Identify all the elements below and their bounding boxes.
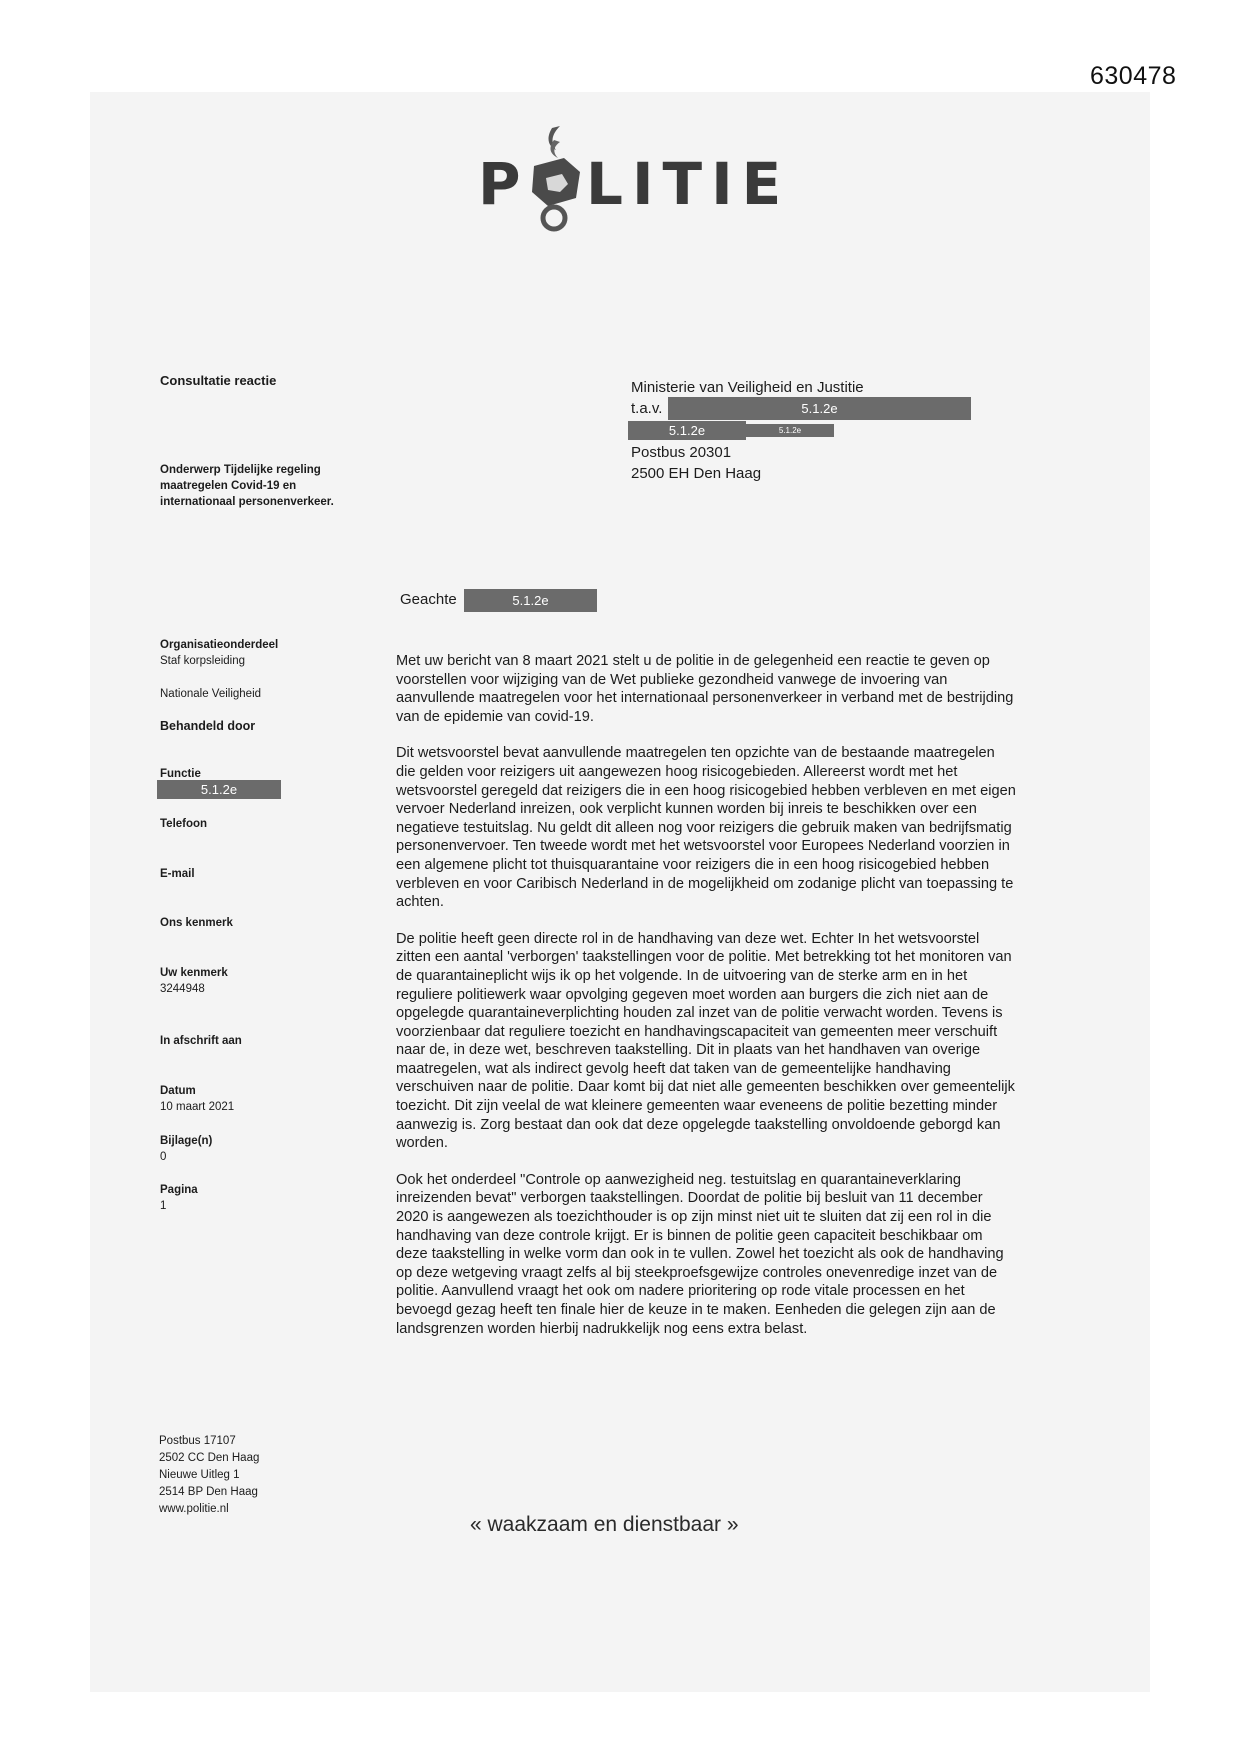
letter-body [396,652,1016,1356]
paragraph-4: Ook het onderdeel "Controle op aanwezigheid neg. testuitslag en quarantaineverklaring inreizenden bevat" verborgen taakstellingen. Doordat de politie bij besluit van 11 december 2020 is aangewezen als toezichthouder is op zijn minst niet uit te sluiten dat zij een rol in die handhaving van deze controle krijgt. Er is binnen de politie geen capaciteit beschikbaar om deze taakstelling in welke vorm dan ook in te vullen. Zowel het toezicht als ook de handhaving op deze wetgeving vraagt zelfs al bij steekproefsgewijze controles onevenredige inzet van de politie. Aanvullend vraagt het ook om nadere prioritering op rode vitale processen en het bevoegd gezag heeft ten finale hier de keuze in te maken. Eenheden die gelegen zijn aan de landsgrenzen worden hierbij nadrukkelijk nog eens extra belast. [396,1171,1004,1337]
footer-line: 2502 CC Den Haag [159,1452,260,1464]
footer-line: Nieuwe Uitleg 1 [159,1469,240,1481]
address-ministry: Ministerie van Veiligheid en Justitie [631,379,864,396]
uw-kenmerk-block [160,965,360,997]
uw-kenmerk-value: 3244948 [160,983,205,995]
pagina-value: 1 [160,1200,167,1212]
footer-website[interactable]: www.politie.nl [159,1503,229,1515]
footer-address [159,1433,259,1518]
bijlage-label: Bijlage(n) [160,1135,213,1147]
address-city: 2500 EH Den Haag [631,465,762,482]
pagina-block [160,1182,360,1214]
datum-label: Datum [160,1085,196,1097]
bijlage-block [160,1133,360,1165]
document-number: 630478 [1090,62,1177,90]
motto: « waakzaam en dienstbaar » [470,1513,739,1536]
address-tav: t.a.v. [631,400,663,417]
addressee-redaction: 5.1.2e [668,397,971,420]
consultatie-label: Consultatie reactie [160,373,277,388]
addressee-redaction-2: 5.1.2e [628,421,746,440]
telefoon-label: Telefoon [160,818,208,830]
uw-kenmerk-label: Uw kenmerk [160,967,228,979]
ons-kenmerk-label: Ons kenmerk [160,917,233,929]
email-label: E-mail [160,868,195,880]
paragraph-3: De politie heeft geen directe rol in de handhaving van deze wet. Echter In het wetsvoorstel zitten een aantal 'verborgen' taakstellingen voor de politie. Met betrekking tot het monitoren van de quarantaineplicht wijs ik op het volgende. In de uitvoering van de sterke arm en in het reguliere politiewerk waar opvolging gegeven moet worden aan burgers die zich niet aan de opgelegde quarantaineverplichting houden zal inzet van de politie verwacht worden. Tevens is voorzienbaar dat reguliere toezicht en handhavingscapaciteit van gemeenten meer verschuift naar de, in deze wet, beschreven taakstelling. Dit in plaats van het handhaven van overige maatregelen, wat als indirect gevolg heeft dat taken van de gemeentelijke handhaving verschuiven naar de politie. Daar komt bij dat niet alle gemeenten beschikken over gemeentelijk toezicht. Dit zijn veelal de wat kleinere gemeenten waar eveneens de politie bezetting minder aanwezig is. Zorg bestaat dan ook dat deze opgelegde taakstelling onvoldoende geborgd kan worden. [396,930,1015,1152]
organisatieonderdeel-value: Staf korpsleiding [160,655,246,667]
address-postbus: Postbus 20301 [631,444,732,461]
footer-line: Postbus 17107 [159,1435,236,1447]
addressee-redaction-3: 5.1.2e [746,424,834,437]
functie-redaction: 5.1.2e [157,780,281,799]
logo-letter-p: P [478,150,530,218]
afschrift-label: In afschrift aan [160,1035,242,1047]
footer-line: 2514 BP Den Haag [159,1486,258,1498]
paragraph-2: Dit wetsvoorstel bevat aanvullende maatregelen ten opzichte van de bestaande maatregelen die gelden voor reizigers uit aangewezen hoog risicogebieden. Allereerst wordt met het wetsvoorstel geregeld dat reizigers die in een hoog risicogebied hebben verbleven en met eigen vervoer Nederland inreizen, ook verplicht kunnen worden bij inreis te beschikken over een negatieve testuitslag. Nu geldt dit alleen nog voor reizigers die gebruik maken van bedrijfsmatig personenvervoer. Ten tweede wordt met het wetsvoorstel voor Europees Nederland voorzien in een algemene plicht tot thuisquarantaine voor reizigers die in een hoog risicogebied hebben verbleven en voor Caribisch Nederland in de mogelijkheid om zodanige plicht van toepassing te achten. [396,745,1016,911]
salutation: Geachte [400,591,457,608]
logo-word-litie: LITIE [586,150,791,218]
salutation-redaction: 5.1.2e [464,589,597,612]
paragraph-1: Met uw bericht van 8 maart 2021 stelt u de politie in de gelegenheid een reactie te geven op voorstellen voor wijziging van de Wet publieke gezondheid vanwege de invoering van aanvullende maatregelen voor het internationaal personenverkeer in verband met de bestrijding van de epidemie van covid-19. [396,653,1014,725]
datum-block [160,1083,360,1115]
organisatieonderdeel-block [160,637,360,669]
nationale-veiligheid: Nationale Veiligheid [160,688,262,700]
politie-logo [478,120,791,232]
politie-emblem-icon [526,120,586,232]
bijlage-value: 0 [160,1151,167,1163]
pagina-label: Pagina [160,1184,198,1196]
onderwerp-block: Onderwerp Tijdelijke regeling maatregelen Covid-19 en internationaal personenverkeer. [160,464,334,508]
behandeld-door-label: Behandeld door [160,719,256,733]
organisatieonderdeel-label: Organisatieonderdeel [160,639,279,651]
datum-value: 10 maart 2021 [160,1101,235,1113]
functie-label: Functie [160,768,201,780]
